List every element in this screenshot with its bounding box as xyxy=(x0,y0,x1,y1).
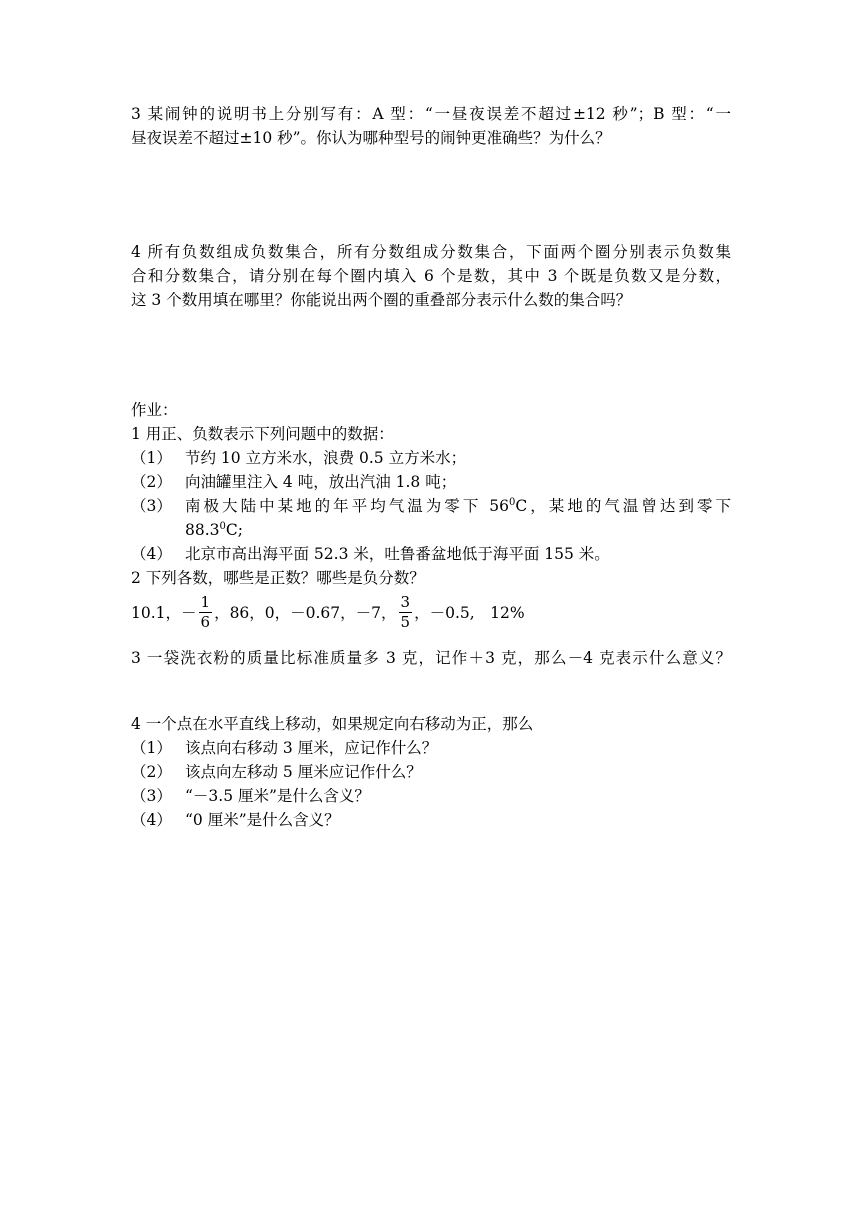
homework-2-number-list xyxy=(131,588,525,636)
item-number: （1） xyxy=(131,449,172,467)
item-number: （3） xyxy=(131,787,172,805)
homework-4-item-1 xyxy=(131,736,731,760)
fraction-one-sixth xyxy=(199,593,213,632)
item-text: 该点向右移动 3 厘米，应记作什么？ xyxy=(185,739,438,757)
fraction-denominator: 6 xyxy=(200,612,211,631)
number-list-part: ，－0.5, 12% xyxy=(414,604,525,622)
question-3-line-2: 昼夜误差不超过±10 秒”。你认为哪种型号的闹钟更准确些？为什么？ xyxy=(131,129,611,147)
homework-1-item-2 xyxy=(131,470,731,494)
homework-4-item-2 xyxy=(131,760,731,784)
homework-2-title: 2 下列各数，哪些是正数？哪些是负分数？ xyxy=(131,569,425,587)
homework-4-item-4 xyxy=(131,808,731,832)
homework-1-title: 1 用正、负数表示下列问题中的数据： xyxy=(131,425,394,443)
question-3-line-1: 3 某闹钟的说明书上分别写有：A 型：“一昼夜误差不超过±12 秒”；B 型：“一 xyxy=(131,105,731,123)
item-text-part: 88.3 xyxy=(185,521,220,539)
item-number: （1） xyxy=(131,739,172,757)
degree-superscript: 0 xyxy=(219,520,226,532)
homework-1-item-1 xyxy=(131,446,731,470)
item-text: “0 厘米”是什么含义？ xyxy=(185,811,340,829)
question-4-line-2: 合和分数集合，请分别在每个圈内填入 6 个是数，其中 3 个既是负数又是分数， xyxy=(131,267,731,285)
degree-superscript: 0 xyxy=(509,496,516,508)
homework-title: 作业： xyxy=(131,401,178,419)
item-text-part: C，某地的气温曾达到零下 xyxy=(515,497,731,515)
number-list-part: ，86，0，－0.67，－7， xyxy=(214,604,397,622)
fraction-numerator: 1 xyxy=(200,592,211,611)
question-4-line-3: 这 3 个数用填在哪里？你能说出两个圈的重叠部分表示什么数的集合吗？ xyxy=(131,291,632,309)
homework-1-item-3-continuation xyxy=(131,518,731,542)
homework-section xyxy=(131,398,731,590)
item-number: （4） xyxy=(131,545,172,563)
item-text: 向油罐里注入 4 吨，放出汽油 1.8 吨； xyxy=(185,473,457,491)
item-text: 节约 10 立方米水，浪费 0.5 立方米水； xyxy=(185,449,467,467)
fraction-denominator: 5 xyxy=(400,612,411,631)
item-number: （4） xyxy=(131,811,172,829)
item-number: （3） xyxy=(131,497,172,515)
homework-4-item-3 xyxy=(131,784,731,808)
fraction-numerator: 3 xyxy=(400,592,411,611)
fraction-three-fifths xyxy=(399,593,413,632)
homework-3-title: 3 一袋洗衣粉的质量比标准质量多 3 克，记作＋3 克，那么－4 克表示什么意义？ xyxy=(131,649,731,667)
homework-4 xyxy=(131,712,731,832)
homework-1-item-3 xyxy=(131,494,731,518)
item-text xyxy=(185,494,731,518)
item-text: 该点向左移动 5 厘米应记作什么？ xyxy=(185,763,422,781)
question-3 xyxy=(131,102,731,150)
number-list-part: 10.1，－ xyxy=(131,604,197,622)
item-text: “－3.5 厘米”是什么含义？ xyxy=(185,787,370,805)
item-text-part: 南极大陆中某地的年平均气温为零下 56 xyxy=(185,497,510,515)
item-number: （2） xyxy=(131,763,172,781)
question-4-line-1: 4 所有负数组成负数集合，所有分数组成分数集合，下面两个圈分别表示负数集 xyxy=(131,243,731,261)
item-text-part: C; xyxy=(225,521,243,539)
question-4 xyxy=(131,240,731,312)
item-number: （2） xyxy=(131,473,172,491)
homework-3 xyxy=(131,646,731,670)
homework-1-item-4 xyxy=(131,542,731,566)
item-text: 北京市高出海平面 52.3 米，吐鲁番盆地低于海平面 155 米。 xyxy=(185,545,610,563)
homework-4-title: 4 一个点在水平直线上移动，如果规定向右移动为正，那么 xyxy=(131,715,534,733)
